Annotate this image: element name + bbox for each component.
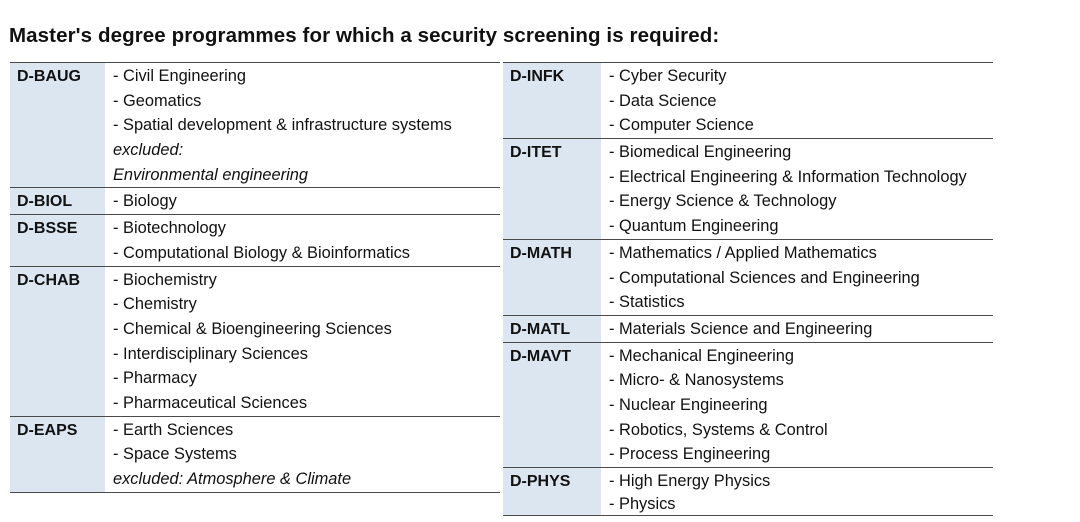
- programme-item: - Earth Sciences: [113, 420, 234, 439]
- department-code: D-BSSE: [10, 215, 105, 265]
- programme-list: [105, 188, 500, 214]
- department-code: D-EAPS: [10, 417, 105, 492]
- departments-table-right: [503, 62, 993, 516]
- programme-item: - Energy Science & Technology: [609, 192, 837, 211]
- programme-item: - Pharmaceutical Sciences: [113, 393, 308, 412]
- department-code: D-MATL: [503, 316, 601, 342]
- programme-list: [601, 316, 993, 342]
- departments-table-left: [10, 62, 500, 493]
- department-group: [10, 214, 500, 265]
- department-code: D-BAUG: [10, 63, 105, 187]
- department-group: [503, 467, 993, 516]
- programme-item: - Process Engineering: [609, 445, 771, 464]
- programme-list: [601, 63, 993, 138]
- programme-item: - Biology: [113, 192, 177, 211]
- department-code: D-INFK: [503, 63, 601, 138]
- programme-list: [105, 63, 500, 187]
- department-group: [10, 187, 500, 214]
- programme-list: [105, 267, 500, 416]
- document-title: Master's degree programmes for which a security screening is required:: [9, 24, 720, 47]
- programme-item: - Mathematics / Applied Mathematics: [609, 243, 877, 262]
- programme-item: - Computational Biology & Bioinformatics: [113, 243, 410, 262]
- programme-item: - Spatial development & infrastructure systems: [113, 116, 452, 135]
- programme-item: - Pharmacy: [113, 369, 197, 388]
- programme-item: - Geomatics: [113, 91, 202, 110]
- programme-list: [105, 417, 500, 492]
- programme-list: [601, 240, 993, 315]
- department-group: [10, 416, 500, 493]
- programme-item: - Chemical & Bioengineering Sciences: [113, 319, 392, 338]
- programme-item: - Chemistry: [113, 295, 197, 314]
- programme-item: - Cyber Security: [609, 67, 727, 85]
- department-code: D-CHAB: [10, 267, 105, 416]
- department-group: [503, 342, 993, 467]
- programme-item: - Biomedical Engineering: [609, 143, 792, 162]
- programme-item: - Computer Science: [609, 116, 754, 135]
- department-group: [10, 62, 500, 187]
- programme-item: - Civil Engineering: [113, 67, 247, 85]
- exclusion-note: excluded: Atmosphere & Climate: [113, 470, 352, 488]
- programme-item: - Nuclear Engineering: [609, 395, 768, 414]
- programme-list: [601, 139, 993, 239]
- department-code: D-MAVT: [503, 343, 601, 467]
- programme-item: - Biotechnology: [113, 219, 226, 238]
- programme-item: - Materials Science and Engineering: [609, 319, 873, 338]
- programme-item: - Quantum Engineering: [609, 217, 779, 236]
- department-group: [503, 138, 993, 239]
- department-code: D-PHYS: [503, 468, 601, 515]
- department-group: [503, 315, 993, 342]
- programme-item: - Electrical Engineering & Information Technology: [609, 167, 967, 186]
- programme-list: [105, 215, 500, 265]
- exclusion-note: excluded:: [113, 141, 184, 160]
- programme-item: - Biochemistry: [113, 270, 217, 289]
- programme-item: - High Energy Physics: [609, 472, 771, 490]
- programme-item: - Micro- & Nanosystems: [609, 371, 784, 390]
- programme-item: - Robotics, Systems & Control: [609, 420, 828, 439]
- department-group: [503, 62, 993, 138]
- programme-item: - Computational Sciences and Engineering: [609, 268, 920, 287]
- programme-item: - Data Science: [609, 91, 717, 110]
- department-group: [10, 266, 500, 416]
- programme-item: - Statistics: [609, 293, 685, 312]
- department-code: D-BIOL: [10, 188, 105, 214]
- programme-item: - Mechanical Engineering: [609, 346, 794, 365]
- programme-list: [601, 343, 993, 467]
- programme-item: - Interdisciplinary Sciences: [113, 344, 308, 363]
- department-code: D-MATH: [503, 240, 601, 315]
- exclusion-note: Environmental engineering: [113, 165, 308, 184]
- department-group: [503, 239, 993, 315]
- department-code: D-ITET: [503, 139, 601, 239]
- programme-item: - Physics: [609, 494, 676, 513]
- programme-list: [601, 468, 993, 515]
- programme-item: - Space Systems: [113, 445, 237, 464]
